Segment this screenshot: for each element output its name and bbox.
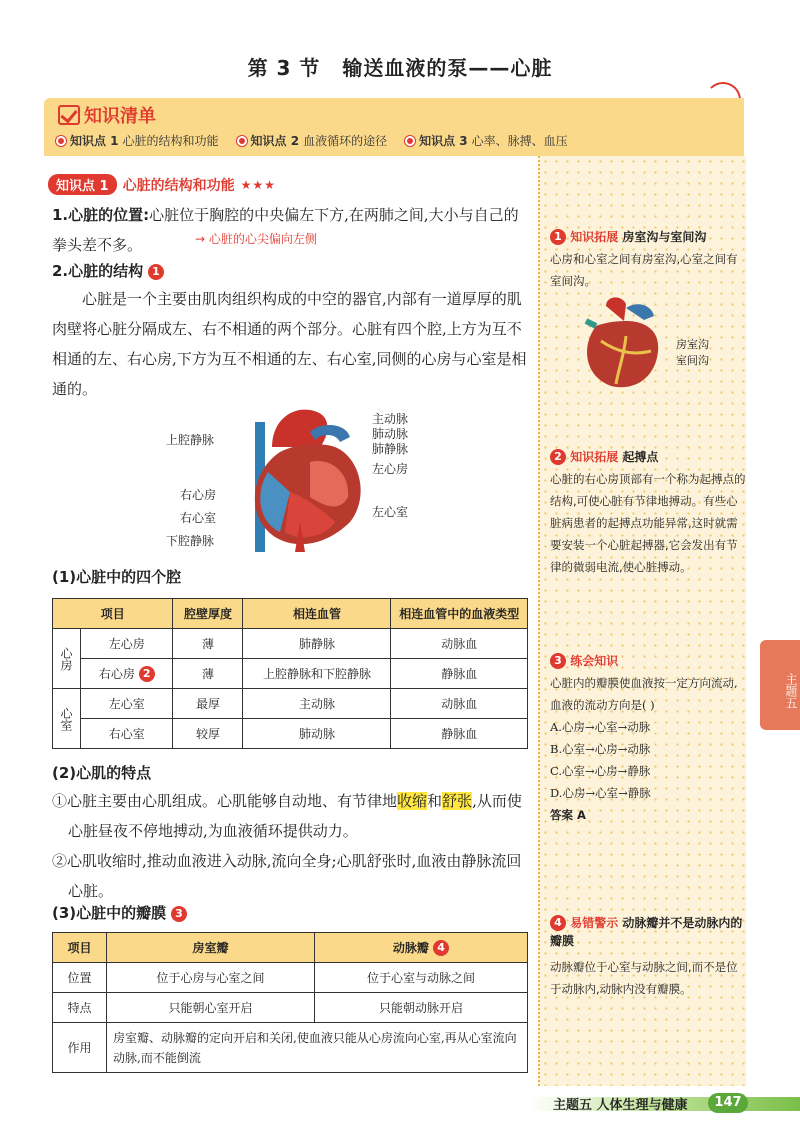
group-cell: 心房 (53, 629, 81, 689)
footer-chapter-text: 主题五 人体生理与健康 (553, 1098, 688, 1113)
table-row: 位置 位于心房与心室之间 位于心室与动脉之间 (53, 963, 528, 993)
label-inferior-vena-cava: 下腔静脉 (166, 534, 215, 548)
sidebar-box-1-text: 心房和心室之间有房室沟,心室之间有室间沟。 (550, 252, 738, 288)
four-chambers-heading: (1)心脏中的四个腔 (52, 568, 182, 586)
handwritten-note: → 心脏的心尖偏向左侧 (195, 232, 317, 246)
reference-badge: 3 (171, 906, 187, 922)
sidebar-box-3-heading: 3 练会知识 (550, 652, 618, 669)
knowledge-point-text: 血液循环的途径 (303, 134, 388, 148)
page-number: 147 (708, 1093, 748, 1113)
table-header: 项目 (53, 599, 173, 629)
myocardium-point-1: ①心脏主要由心肌组成。心肌能够自动地、有节律地收缩和舒张,从而使心脏昼夜不停地搏动,为血液循环提供动力。 (52, 792, 522, 840)
valves-table (52, 932, 528, 1073)
option-c[interactable]: C.心室→心房→静脉 (550, 764, 651, 778)
knowledge-point-pill: 知识点 1 (48, 174, 117, 195)
table-header: 房室瓣 (107, 933, 315, 963)
table-header-row (53, 933, 528, 963)
table-row: 作用 房室瓣、动脉瓣的定向开启和关闭,使血液只能从心房流向心室,再从心室流向动脉,而不能倒流 (53, 1023, 528, 1073)
heart-grooves-illustration (576, 296, 666, 392)
section-name: 输送血液的泵——心脏 (342, 56, 553, 80)
knowledge-point-label: 知识点 2 (250, 134, 300, 148)
section-number: 第 3 节 (247, 56, 321, 80)
knowledge-point-text: 心脏的结构和功能 (122, 134, 219, 148)
label-aorta: 主动脉 (372, 412, 409, 426)
highlight-contract: 收缩 (397, 792, 428, 810)
sidebar-box-4-heading: 4 易错警示 动脉瓣并不是动脉内的瓣膜 (550, 916, 743, 948)
knowledge-point-label: 知识点 3 (419, 134, 468, 148)
page-footer (0, 1093, 800, 1115)
knowledge-point-heading (48, 174, 276, 195)
practice-question: 心脏内的瓣膜使血液按一定方向流动,血液的流动方向是( ) A.心房→心室→动脉 B.心室→心房→动脉 C.心室→心房→静脉 D.心房→心室→静脉 答案 A (550, 672, 746, 826)
knowledge-point-list (56, 132, 568, 149)
banner-heading (58, 102, 156, 128)
banner-heading-text: 知识清单 (84, 106, 156, 127)
reference-badge: 2 (550, 449, 566, 465)
difficulty-stars: ★★★ (240, 177, 276, 192)
group-cell: 心室 (53, 689, 81, 749)
heart-structure-text: 心脏是一个主要由肌肉组织构成的中空的器官,内部有一道厚厚的肌肉壁将心脏分隔成左、右不相通的两个部分。心脏有四个腔,上方为互不相通的左、右心房,下方为互不相通的左、右心室,同侧的心房与心室是相通的。 (52, 290, 527, 398)
table-header: 项目 (53, 933, 107, 963)
heart-position-text: 心脏位于胸腔的中央偏左下方,在两肺之间,大小与自己的拳头差不多。 (52, 206, 519, 254)
heart-position-heading: 1.心脏的位置: (52, 206, 150, 224)
table-row: 右心房 2 薄 上腔静脉和下腔静脉 静脉血 (53, 659, 528, 689)
option-d[interactable]: D.心房→心室→静脉 (550, 786, 651, 800)
table-row: 右心室 较厚 肺动脉 静脉血 (53, 719, 528, 749)
label-interventricular-sulcus: 室间沟 (676, 354, 709, 367)
table-row: 心室 左心室 最厚 主动脉 动脉血 (53, 689, 528, 719)
label-right-ventricle: 右心室 (180, 511, 217, 525)
label-superior-vena-cava: 上腔静脉 (166, 433, 215, 447)
option-b[interactable]: B.心室→心房→动脉 (550, 742, 651, 756)
reference-badge: 4 (550, 915, 566, 931)
checkbox-icon (58, 105, 80, 125)
reference-badge: 4 (433, 940, 449, 956)
page-title (0, 52, 800, 81)
myocardium-point-2: ②心肌收缩时,推动血液进入动脉,流向全身;心肌舒张时,血液由静脉流回心脏。 (52, 852, 522, 900)
reference-badge: 3 (550, 653, 566, 669)
knowledge-point-text: 心率、脉搏、血压 (471, 134, 568, 148)
label-pulmonary-artery: 肺动脉 (372, 427, 409, 441)
label-left-ventricle: 左心室 (372, 505, 409, 519)
knowledge-point-title: 心脏的结构和功能 (122, 177, 235, 194)
reference-badge: 1 (550, 229, 566, 245)
knowledge-point-item[interactable] (56, 132, 219, 149)
sidebar-box-4-text: 动脉瓣位于心室与动脉之间,而不是位于动脉内,动脉内没有瓣膜。 (550, 960, 738, 996)
knowledge-point-item[interactable] (405, 132, 568, 149)
highlight-relax: 舒张 (442, 792, 473, 810)
label-coronary-sulcus: 房室沟 (676, 338, 709, 351)
sidebar-box-1-heading: 1 知识拓展 房室沟与室间沟 (550, 228, 706, 245)
table-header-row (53, 599, 528, 629)
label-left-atrium: 左心房 (372, 462, 409, 476)
table-header: 相连血管中的血液类型 (391, 599, 528, 629)
heart-structure-heading: 2.心脏的结构 1 (52, 256, 530, 286)
bullet-icon (237, 136, 247, 146)
table-row: 心房 左心房 薄 肺静脉 动脉血 (53, 629, 528, 659)
chapter-side-tab[interactable]: 主题五 (760, 640, 800, 730)
myocardium-heading: (2)心肌的特点 (52, 764, 152, 782)
label-right-atrium: 右心房 (180, 488, 217, 502)
knowledge-point-item[interactable] (237, 132, 388, 149)
reference-badge: 1 (148, 264, 164, 280)
reference-badge: 2 (139, 666, 155, 682)
table-header: 动脉瓣 4 (315, 933, 528, 963)
bullet-icon (405, 136, 415, 146)
four-chambers-table (52, 598, 528, 749)
note-text: 心脏的心尖偏向左侧 (208, 232, 317, 246)
knowledge-point-label: 知识点 1 (70, 134, 119, 148)
bullet-icon (56, 136, 66, 146)
table-row: 特点 只能朝心室开启 只能朝动脉开启 (53, 993, 528, 1023)
label-pulmonary-vein: 肺静脉 (372, 442, 409, 456)
sidebar-box-2-text: 心脏的右心房顶部有一个称为起搏点的结构,可使心脏有节律地搏动。有些心脏病患者的起搏点功能异常,这时就需要安装一个心脏起搏器,它会发出有节律的微弱电流,使心脏搏动。 (550, 472, 746, 574)
knowledge-list-banner (44, 98, 744, 156)
table-header: 相连血管 (243, 599, 391, 629)
answer: 答案 A (550, 808, 586, 822)
valves-heading: (3)心脏中的瓣膜 3 (52, 898, 530, 928)
sidebar-box-2-heading: 2 知识拓展 起搏点 (550, 448, 658, 465)
option-a[interactable]: A.心房→心室→动脉 (550, 720, 651, 734)
table-header: 腔壁厚度 (173, 599, 243, 629)
